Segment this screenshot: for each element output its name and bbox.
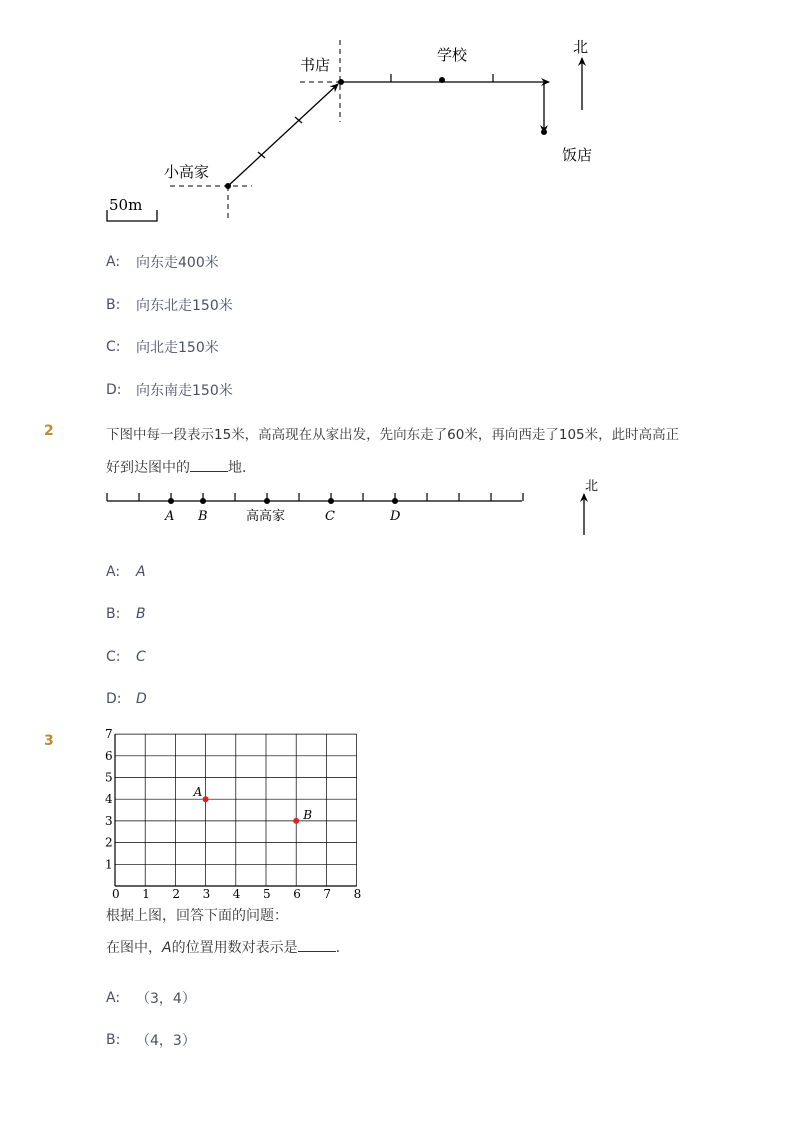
option-key: A:	[106, 564, 121, 580]
point-a	[203, 796, 209, 802]
option-text: D	[136, 691, 147, 707]
school-label: 学校	[437, 46, 468, 64]
q2-text-pre: 好到达图中的	[106, 460, 190, 476]
q2-text-line1: 下图中每一段表示15米，高高现在从家出发，先向东走了60米，再向西走了105米，此时高高正	[106, 427, 680, 443]
q3-question-pre: 在图中，	[106, 940, 162, 956]
q1-option-a[interactable]	[106, 252, 219, 272]
q1-option-c[interactable]	[106, 337, 219, 357]
point-a	[168, 498, 174, 504]
option-text: A	[136, 564, 146, 580]
tick-labels	[105, 727, 361, 900]
home-label: 小高家	[164, 163, 210, 181]
y-tick-label: 6	[105, 748, 113, 763]
q2-text-post: 地.	[228, 460, 247, 476]
point-b	[200, 498, 206, 504]
point-c	[328, 498, 334, 504]
label-c: C	[325, 509, 335, 524]
number-line-figure	[0, 470, 800, 550]
north-label: 北	[585, 479, 599, 494]
label-d: D	[390, 509, 401, 524]
label-b: B	[198, 509, 208, 524]
option-key: D:	[106, 382, 122, 398]
home-to-bookstore-arrow	[228, 84, 338, 186]
q3-question-var: A	[162, 940, 172, 956]
q2-option-c[interactable]	[106, 649, 146, 665]
y-tick-label: 2	[105, 835, 113, 850]
school-point	[439, 77, 445, 83]
option-text: B	[136, 606, 146, 622]
q3-option-b[interactable]	[106, 1030, 196, 1050]
option-text: 向北走150米	[136, 340, 219, 356]
x-tick-label: 3	[202, 887, 211, 900]
option-text: C	[136, 649, 146, 665]
point-a-label: A	[193, 785, 203, 800]
restaurant-label: 饭店	[562, 146, 593, 164]
y-tick-label: 1	[105, 857, 113, 872]
point-home	[264, 498, 270, 504]
option-text: 向东北走150米	[136, 298, 233, 314]
y-tick-label: 4	[105, 792, 113, 807]
q3-question	[106, 937, 340, 957]
route-map-figure	[0, 0, 800, 240]
option-key: B:	[106, 1032, 121, 1048]
restaurant-point	[541, 129, 547, 135]
question-number: 3	[44, 733, 54, 749]
option-key: A:	[106, 990, 121, 1006]
option-key: B:	[106, 297, 121, 313]
option-key: C:	[106, 649, 121, 665]
x-tick-label: 5	[263, 887, 271, 900]
option-key: D:	[106, 691, 122, 707]
q2-option-a[interactable]	[106, 564, 146, 580]
x-tick-label: 6	[293, 887, 301, 900]
option-text: （3，4）	[136, 991, 196, 1007]
y-tick-label: 3	[105, 813, 113, 828]
label-a: A	[165, 509, 175, 524]
q3-option-a[interactable]	[106, 988, 196, 1008]
option-text: 向东南走150米	[136, 383, 233, 399]
bookstore-label: 书店	[300, 56, 331, 74]
option-key: C:	[106, 339, 121, 355]
x-tick-label: 1	[142, 887, 150, 900]
grid-lines	[115, 734, 357, 886]
label-home: 高高家	[246, 509, 286, 524]
y-tick-label: 5	[105, 770, 113, 785]
y-tick-label: 7	[105, 727, 113, 742]
point-b-label: B	[303, 807, 313, 822]
grid-points	[193, 785, 313, 824]
x-tick-label: 4	[232, 887, 241, 900]
x-tick-label: 2	[172, 887, 181, 900]
q1-option-b[interactable]	[106, 295, 233, 315]
north-label: 北	[573, 38, 589, 56]
q2-option-b[interactable]	[106, 606, 146, 622]
x-tick-label: 8	[353, 887, 362, 900]
scale-label: 50m	[109, 196, 143, 214]
q3-question-post: 的位置用数对表示是	[171, 940, 298, 956]
point-d	[392, 498, 398, 504]
answer-blank	[298, 937, 336, 952]
q3-caption: 根据上图，回答下面的问题：	[106, 908, 288, 924]
point-b	[293, 818, 299, 824]
coordinate-grid-chart	[100, 722, 370, 900]
q3-question-end: .	[335, 940, 341, 956]
q1-option-d[interactable]	[106, 380, 233, 400]
x-tick-label: 0	[112, 887, 120, 900]
bookstore-point	[338, 79, 344, 85]
option-text: 向东走400米	[136, 255, 219, 271]
option-key: A:	[106, 254, 121, 270]
option-key: B:	[106, 606, 121, 622]
option-text: （4，3）	[136, 1033, 196, 1049]
x-tick-label: 7	[323, 887, 332, 900]
home-point	[225, 183, 231, 189]
question-number: 2	[44, 423, 54, 439]
q2-option-d[interactable]	[106, 691, 147, 707]
